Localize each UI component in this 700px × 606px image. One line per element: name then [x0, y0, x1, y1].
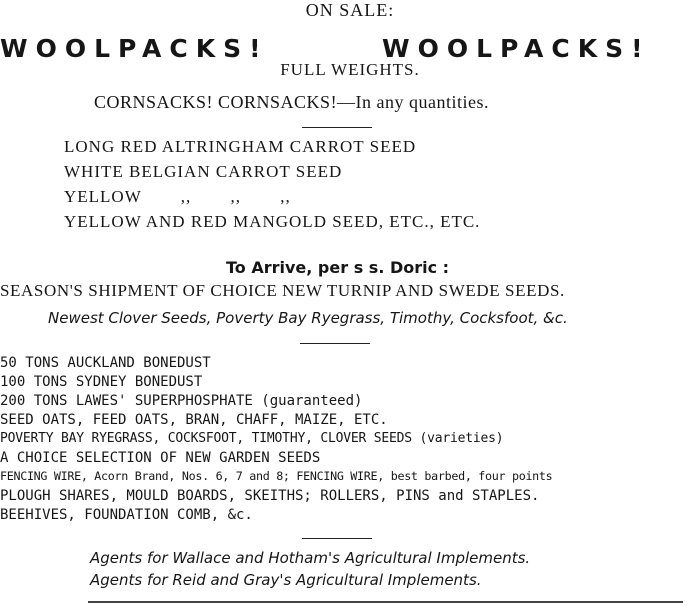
bottom-rule [88, 601, 683, 603]
product-item: 100 TONS SYDNEY BONEDUST [0, 374, 203, 390]
woolpacks-left: WOOLPACKS! [0, 34, 269, 63]
divider-rule [300, 343, 370, 344]
divider-rule [302, 127, 372, 128]
product-item: FENCING WIRE, Acorn Brand, Nos. 6, 7 and 8; FENCING WIRE, best barbed, four points [0, 469, 553, 483]
on-sale-heading: ON SALE: [305, 0, 395, 20]
product-item: 200 TONS LAWES' SUPERPHOSPHATE (guaranteed) [0, 393, 363, 409]
seed-item: YELLOW ,, ,, ,, [64, 187, 291, 206]
full-weights: FULL WEIGHTS. [280, 60, 420, 79]
agents-line: Agents for Wallace and Hotham's Agricultural Implements. [90, 549, 531, 567]
divider-rule [302, 538, 372, 539]
product-item: SEED OATS, FEED OATS, BRAN, CHAFF, MAIZE, ETC. [0, 412, 388, 428]
product-item: POVERTY BAY RYEGRASS, COCKSFOOT, TIMOTHY, CLOVER SEEDS (varieties) [0, 431, 504, 446]
product-item: 50 TONS AUCKLAND BONEDUST [0, 355, 211, 371]
cornsacks-line: CORNSACKS! CORNSACKS!—In any quantities. [94, 92, 490, 112]
product-item: A CHOICE SELECTION OF NEW GARDEN SEEDS [0, 450, 321, 466]
shipment-line: SEASON'S SHIPMENT OF CHOICE NEW TURNIP AND SWEDE SEEDS. [0, 281, 565, 300]
product-item: BEEHIVES, FOUNDATION COMB, &c. [0, 507, 253, 523]
seed-item: YELLOW AND RED MANGOLD SEED, ETC., ETC. [64, 212, 481, 231]
to-arrive-heading: To Arrive, per s s. Doric : [226, 258, 450, 277]
product-item: PLOUGH SHARES, MOULD BOARDS, SKEITHS; ROLLERS, PINS and STAPLES. [0, 488, 540, 504]
seed-item: WHITE BELGIAN CARROT SEED [64, 162, 343, 181]
agents-line: Agents for Reid and Gray's Agricultural Implements. [90, 571, 482, 589]
woolpacks-right: WOOLPACKS! [382, 34, 651, 63]
clover-line: Newest Clover Seeds, Poverty Bay Ryegrass, Timothy, Cocksfoot, &c. [48, 309, 568, 327]
seed-item: LONG RED ALTRINGHAM CARROT SEED [64, 137, 417, 156]
